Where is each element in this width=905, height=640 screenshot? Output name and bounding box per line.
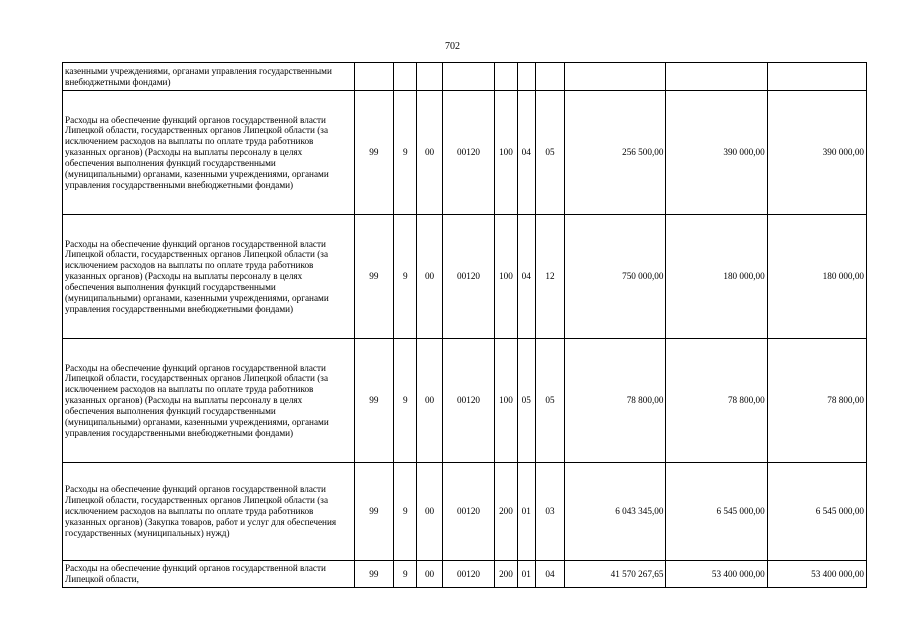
code-cell: 04 xyxy=(535,561,564,588)
amount-cell: 78 800,00 xyxy=(666,339,767,463)
row-description: казенными учреждениями, органами управления государственными внебюджетными фондами) xyxy=(63,63,355,91)
row-description: Расходы на обеспечение функций органов государственной власти Липецкой области, государственных органов Липецкой области (за исключением расходов на выплаты по оплате труда работников указанных органов) (Закупка товаров, работ и услуг для обеспечения государственных (муниципальных) нужд) xyxy=(63,463,355,561)
row-description: Расходы на обеспечение функций органов государственной власти Липецкой области, государственных органов Липецкой области (за исключением расходов на выплаты по оплате труда работников указанных органов) (Расходы на выплаты персоналу в целях обеспечения выполнения функций государственными (муниципальными) органами, казенными учреждениями, органами управления государственными внебюджетными фондами) xyxy=(63,339,355,463)
amount-cell xyxy=(666,63,767,91)
code-cell: 00 xyxy=(417,91,442,215)
code-cell xyxy=(417,63,442,91)
code-cell: 99 xyxy=(354,215,393,339)
row-description: Расходы на обеспечение функций органов государственной власти Липецкой области, xyxy=(63,561,355,588)
table-row xyxy=(63,63,867,91)
table-row xyxy=(63,91,867,215)
amount-cell: 750 000,00 xyxy=(565,215,666,339)
code-cell: 100 xyxy=(495,91,517,215)
code-cell: 99 xyxy=(354,561,393,588)
amount-cell: 180 000,00 xyxy=(767,215,866,339)
code-cell xyxy=(495,63,517,91)
amount-cell: 6 043 345,00 xyxy=(565,463,666,561)
amount-cell: 180 000,00 xyxy=(666,215,767,339)
code-cell: 9 xyxy=(394,561,417,588)
code-cell: 200 xyxy=(495,463,517,561)
amount-cell: 390 000,00 xyxy=(767,91,866,215)
code-cell xyxy=(535,63,564,91)
code-cell: 05 xyxy=(535,339,564,463)
amount-cell: 390 000,00 xyxy=(666,91,767,215)
amount-cell: 6 545 000,00 xyxy=(767,463,866,561)
row-description: Расходы на обеспечение функций органов государственной власти Липецкой области, государственных органов Липецкой области (за исключением расходов на выплаты по оплате труда работников указанных органов) (Расходы на выплаты персоналу в целях обеспечения выполнения функций государственными (муниципальными) органами, казенными учреждениями, органами управления государственными внебюджетными фондами) xyxy=(63,91,355,215)
table-row xyxy=(63,215,867,339)
code-cell: 04 xyxy=(517,215,535,339)
code-cell: 9 xyxy=(394,463,417,561)
code-cell: 100 xyxy=(495,339,517,463)
code-cell: 05 xyxy=(517,339,535,463)
code-cell: 00120 xyxy=(442,339,495,463)
code-cell: 04 xyxy=(517,91,535,215)
code-cell: 00 xyxy=(417,463,442,561)
code-cell: 9 xyxy=(394,91,417,215)
code-cell: 9 xyxy=(394,339,417,463)
code-cell: 99 xyxy=(354,463,393,561)
amount-cell: 78 800,00 xyxy=(565,339,666,463)
amount-cell: 6 545 000,00 xyxy=(666,463,767,561)
code-cell xyxy=(442,63,495,91)
table-row xyxy=(63,463,867,561)
amount-cell: 78 800,00 xyxy=(767,339,866,463)
code-cell: 100 xyxy=(495,215,517,339)
code-cell xyxy=(517,63,535,91)
amount-cell: 41 570 267,65 xyxy=(565,561,666,588)
table-row xyxy=(63,339,867,463)
code-cell: 01 xyxy=(517,463,535,561)
amount-cell xyxy=(565,63,666,91)
code-cell: 200 xyxy=(495,561,517,588)
code-cell: 9 xyxy=(394,215,417,339)
amount-cell: 53 400 000,00 xyxy=(767,561,866,588)
code-cell: 03 xyxy=(535,463,564,561)
table-row xyxy=(63,561,867,588)
amount-cell: 53 400 000,00 xyxy=(666,561,767,588)
amount-cell: 256 500,00 xyxy=(565,91,666,215)
code-cell xyxy=(354,63,393,91)
code-cell: 00120 xyxy=(442,91,495,215)
code-cell: 99 xyxy=(354,339,393,463)
code-cell: 05 xyxy=(535,91,564,215)
code-cell: 00 xyxy=(417,339,442,463)
code-cell xyxy=(394,63,417,91)
page-number: 702 xyxy=(445,41,460,52)
code-cell: 00120 xyxy=(442,561,495,588)
code-cell: 00 xyxy=(417,561,442,588)
budget-table xyxy=(62,62,867,588)
code-cell: 00120 xyxy=(442,463,495,561)
code-cell: 00 xyxy=(417,215,442,339)
row-description: Расходы на обеспечение функций органов государственной власти Липецкой области, государственных органов Липецкой области (за исключением расходов на выплаты по оплате труда работников указанных органов) (Расходы на выплаты персоналу в целях обеспечения выполнения функций государственными (муниципальными) органами, казенными учреждениями, органами управления государственными внебюджетными фондами) xyxy=(63,215,355,339)
code-cell: 01 xyxy=(517,561,535,588)
code-cell: 99 xyxy=(354,91,393,215)
code-cell: 00120 xyxy=(442,215,495,339)
code-cell: 12 xyxy=(535,215,564,339)
amount-cell xyxy=(767,63,866,91)
